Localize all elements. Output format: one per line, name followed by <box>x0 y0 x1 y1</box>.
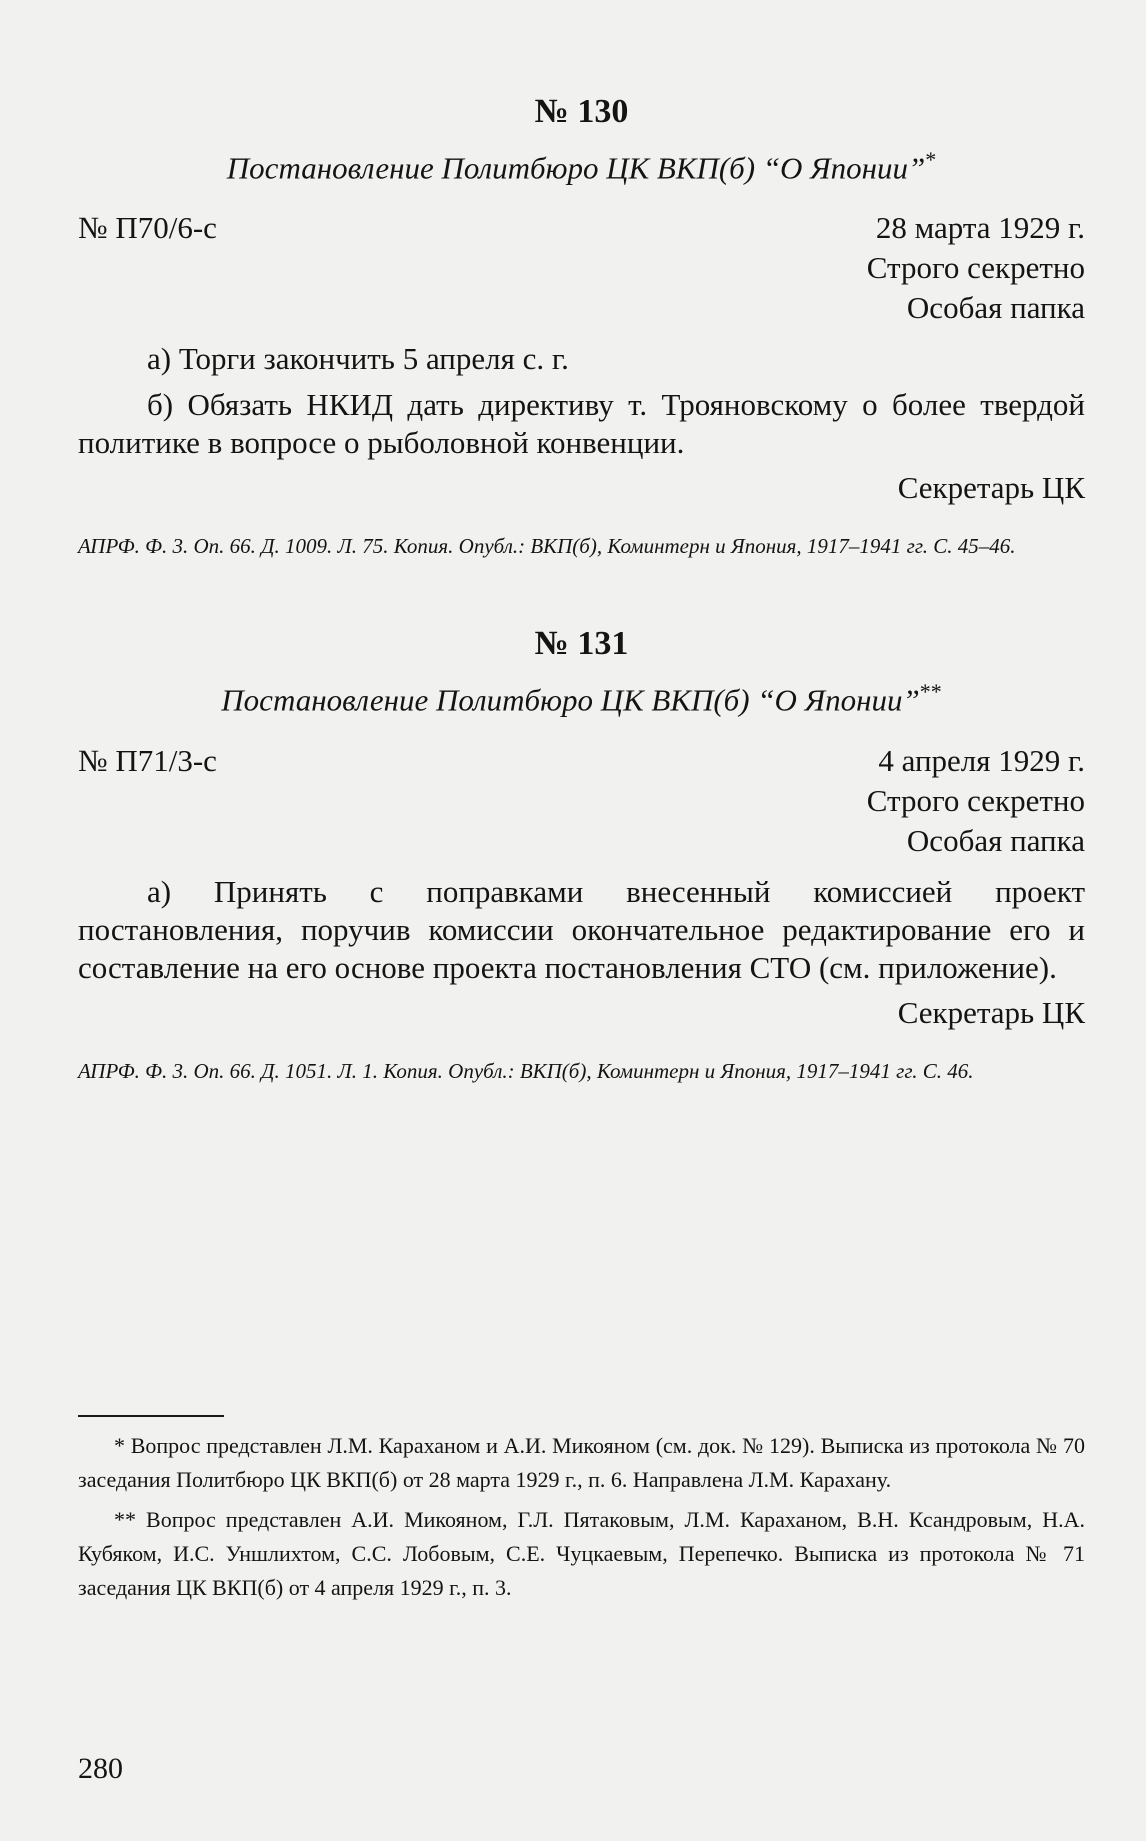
doc-130-secrecy-stamp: Строго секретно <box>866 250 1085 286</box>
doc-131-secrecy-stamp: Строго секретно <box>866 782 1085 818</box>
footnotes-section <box>78 1415 1085 1605</box>
page-content <box>78 92 1085 1605</box>
doc-130-number: № 130 <box>534 93 629 130</box>
doc-130-item-b: б) Обязать НКИД дать директиву т. Трояновскому о более твердой политике в вопросе о рыболовной конвенции. <box>78 387 1085 461</box>
doc-131-protocol-number: № П71/3-с <box>78 742 217 778</box>
doc-131-item-a: а) Принять с поправками внесенный комиссией проект постановления, поручив комиссии окончательное редактирование его и составление на его основе проекта постановления СТО (см. приложение). <box>78 873 1085 985</box>
doc-130-folder-stamp: Особая папка <box>906 290 1085 326</box>
doc-130-source-note: АПРФ. Ф. 3. Оп. 66. Д. 1009. Л. 75. Копия. Опубл.: ВКП(б), Коминтерн и Япония, 1917–1941 гг. С. 45–46. <box>78 534 1016 559</box>
doc-130-protocol-number: № П70/6-с <box>78 210 217 246</box>
doc-131-title <box>78 672 1085 720</box>
doc-131-date: 4 апреля 1929 г. <box>878 742 1085 778</box>
doc-131-meta <box>78 741 1085 781</box>
doc-131-source-note: АПРФ. Ф. 3. Оп. 66. Д. 1051. Л. 1. Копия. Опубл.: ВКП(б), Коминтерн и Япония, 1917–1941 гг. С. 46. <box>78 1058 974 1083</box>
document-131 <box>78 624 1085 1084</box>
footnote-divider <box>78 1415 224 1417</box>
doc-130-meta <box>78 208 1085 248</box>
footnote-1: * Вопрос представлен Л.М. Караханом и А.И. Микояном (см. док. № 129). Выписка из протокола № 70 заседания Политбюро ЦК ВКП(б) от 28 марта 1929 г., п. 6. Направлена Л.М. Карахану. <box>78 1432 1085 1492</box>
doc-131-title-text: Постановление Политбюро ЦК ВКП(б) “О Японии” <box>221 682 920 718</box>
doc-131-folder-stamp: Особая папка <box>906 822 1085 858</box>
footnote-2: ** Вопрос представлен А.И. Микояном, Г.Л. Пятаковым, Л.М. Караханом, В.Н. Ксандровым, Н.А. Кубяком, И.С. Уншлихтом, С.С. Лобовым, С.Е. Чуцкаевым, Перепечко. Выписка из протокола № 71 заседания ЦК ВКП(б) от 4 апреля 1929 г., п. 3. <box>78 1506 1085 1600</box>
doc-130-date: 28 марта 1929 г. <box>875 210 1085 246</box>
doc-131-signature: Секретарь ЦК <box>897 994 1085 1030</box>
doc-131-footnote-mark: ** <box>919 679 942 705</box>
doc-130-title <box>78 140 1085 188</box>
doc-130-title-text: Постановление Политбюро ЦК ВКП(б) “О Японии” <box>226 150 926 186</box>
document-130 <box>78 92 1085 560</box>
doc-130-item-a: а) Торги закончить 5 апреля с. г. <box>147 341 569 377</box>
doc-130-signature: Секретарь ЦК <box>897 470 1085 506</box>
doc-130-footnote-mark: * <box>925 147 937 172</box>
page-number: 280 <box>78 1752 123 1785</box>
doc-131-number: № 131 <box>534 625 629 663</box>
